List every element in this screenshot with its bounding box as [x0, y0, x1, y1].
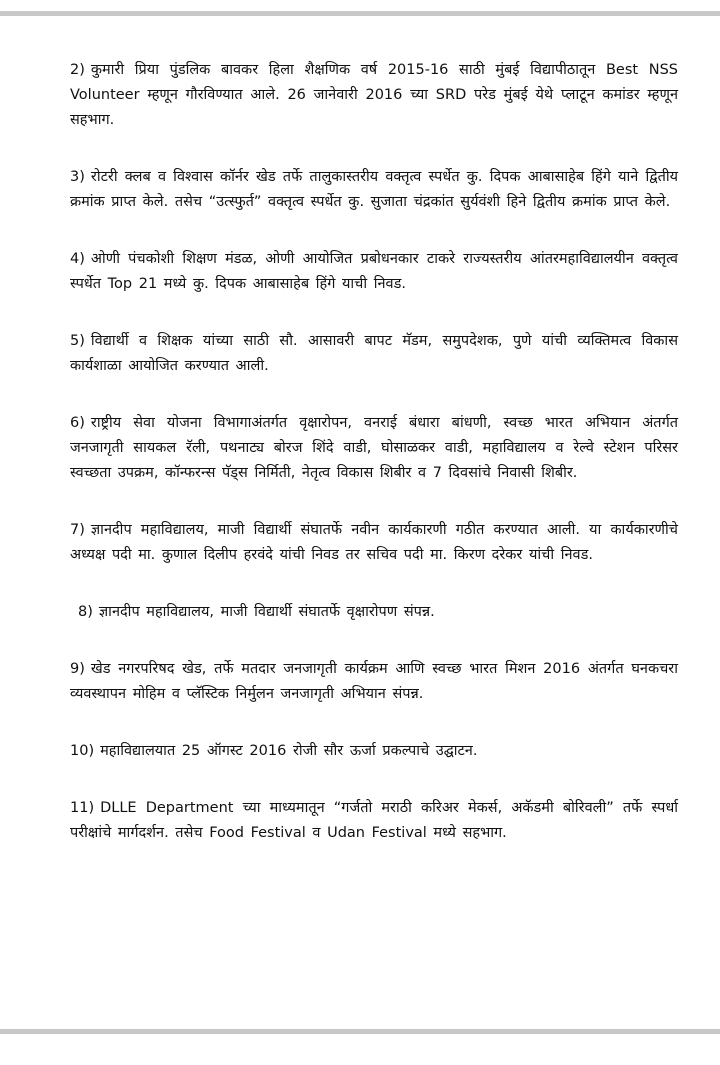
item-text: DLLE Department च्या माध्यमातून “गर्जतो मराठी करिअर मेकर्स, अकॅडमी बोरिवली” तर्फे स्पर्धा परीक्षांचे मार्गदर्शन. तसेच Food Festival व Udan Festival मध्ये सहभाग.: [70, 800, 678, 841]
list-item: [70, 796, 678, 846]
bottom-page-border: [0, 1029, 720, 1034]
item-number: 2): [70, 62, 85, 78]
list-item: [70, 329, 678, 379]
item-text: विद्यार्थी व शिक्षक यांच्या साठी सौ. आसावरी बापट मॅडम, समुपदेशक, पुणे यांची व्यक्तिमत्व विकास कार्यशाळा आयोजित करण्यात आली.: [70, 333, 678, 374]
list-item: [70, 739, 678, 764]
item-number: 5): [70, 333, 85, 349]
document-body: [70, 58, 678, 878]
list-item: [70, 518, 678, 568]
item-number: 10): [70, 743, 95, 759]
item-text: खेड नगरपरिषद खेड, तर्फे मतदार जनजागृती कार्यक्रम आणि स्वच्छ भारत मिशन 2016 अंतर्गत घनकचरा व्यवस्थापन मोहिम व प्लॅस्टिक निर्मुलन जनजागृती अभियान संपन्न.: [70, 661, 678, 702]
item-text: ज्ञानदीप महाविद्यालय, माजी विद्यार्थी संघातर्फे नवीन कार्यकारणी गठीत करण्यात आली. या कार्यकारणीचे अध्यक्ष पदी मा. कुणाल दिलीप हरवंदे यांची निवड तर सचिव पदी मा. किरण दरेकर यांची निवड.: [70, 522, 678, 563]
item-text: रोटरी क्लब व विश्वास कॉर्नर खेड तर्फे तालुकास्तरीय वक्तृत्व स्पर्धेत कु. दिपक आबासाहेब हिंगे याने द्वितीय क्रमांक प्राप्त केले. तसेच “उत्स्फुर्त” वक्तृत्व स्पर्धेत कु. सुजाता चंद्रकांत सुर्यवंशी हिने द्वितीय क्रमांक प्राप्त केले.: [70, 169, 678, 210]
item-text: महाविद्यालयात 25 ऑगस्ट 2016 रोजी सौर ऊर्जा प्रकल्पाचे उद्घाटन.: [100, 743, 478, 759]
list-item: [70, 600, 678, 625]
list-item: [70, 58, 678, 133]
item-text: राष्ट्रीय सेवा योजना विभागाअंतर्गत वृक्षारोपन, वनराई बंधारा बांधणी, स्वच्छ भारत अभियान अंतर्गत जनजागृती सायकल रॅली, पथनाट्य बोरज शिंदे वाडी, घोसाळकर वाडी, महाविद्यालय व रेल्वे स्टेशन परिसर स्वच्छता उपक्रम, कॉन्फरन्स पॅड्स निर्मिती, नेतृत्व विकास शिबीर व 7 दिवसांचे निवासी शिबीर.: [70, 415, 678, 481]
item-text: कुमारी प्रिया पुंडलिक बावकर हिला शैक्षणिक वर्ष 2015-16 साठी मुंबई विद्यापीठातून Best NSS Volunteer म्हणून गौरविण्यात आले. 26 जानेवारी 2016 च्या SRD परेड मुंबई येथे प्लाटून कमांडर म्हणून सहभाग.: [70, 62, 678, 128]
item-number: 11): [70, 800, 95, 816]
item-number: 3): [70, 169, 85, 185]
item-number: 7): [70, 522, 85, 538]
list-item: [70, 165, 678, 215]
item-text: ओणी पंचकोशी शिक्षण मंडळ, ओणी आयोजित प्रबोधनकार टाकरे राज्यस्तरीय आंतरमहाविद्यालयीन वक्तृत्व स्पर्धेत Top 21 मध्ये कु. दिपक आबासाहेब हिंगे याची निवड.: [70, 251, 678, 292]
item-number: 9): [70, 661, 85, 677]
item-number: 6): [70, 415, 85, 431]
top-page-border: [0, 11, 720, 16]
list-item: [70, 411, 678, 486]
list-item: [70, 657, 678, 707]
item-number: 4): [70, 251, 85, 267]
list-item: [70, 247, 678, 297]
item-number: 8): [78, 604, 93, 620]
item-text: ज्ञानदीप महाविद्यालय, माजी विद्यार्थी संघातर्फे वृक्षारोपण संपन्न.: [98, 604, 435, 620]
